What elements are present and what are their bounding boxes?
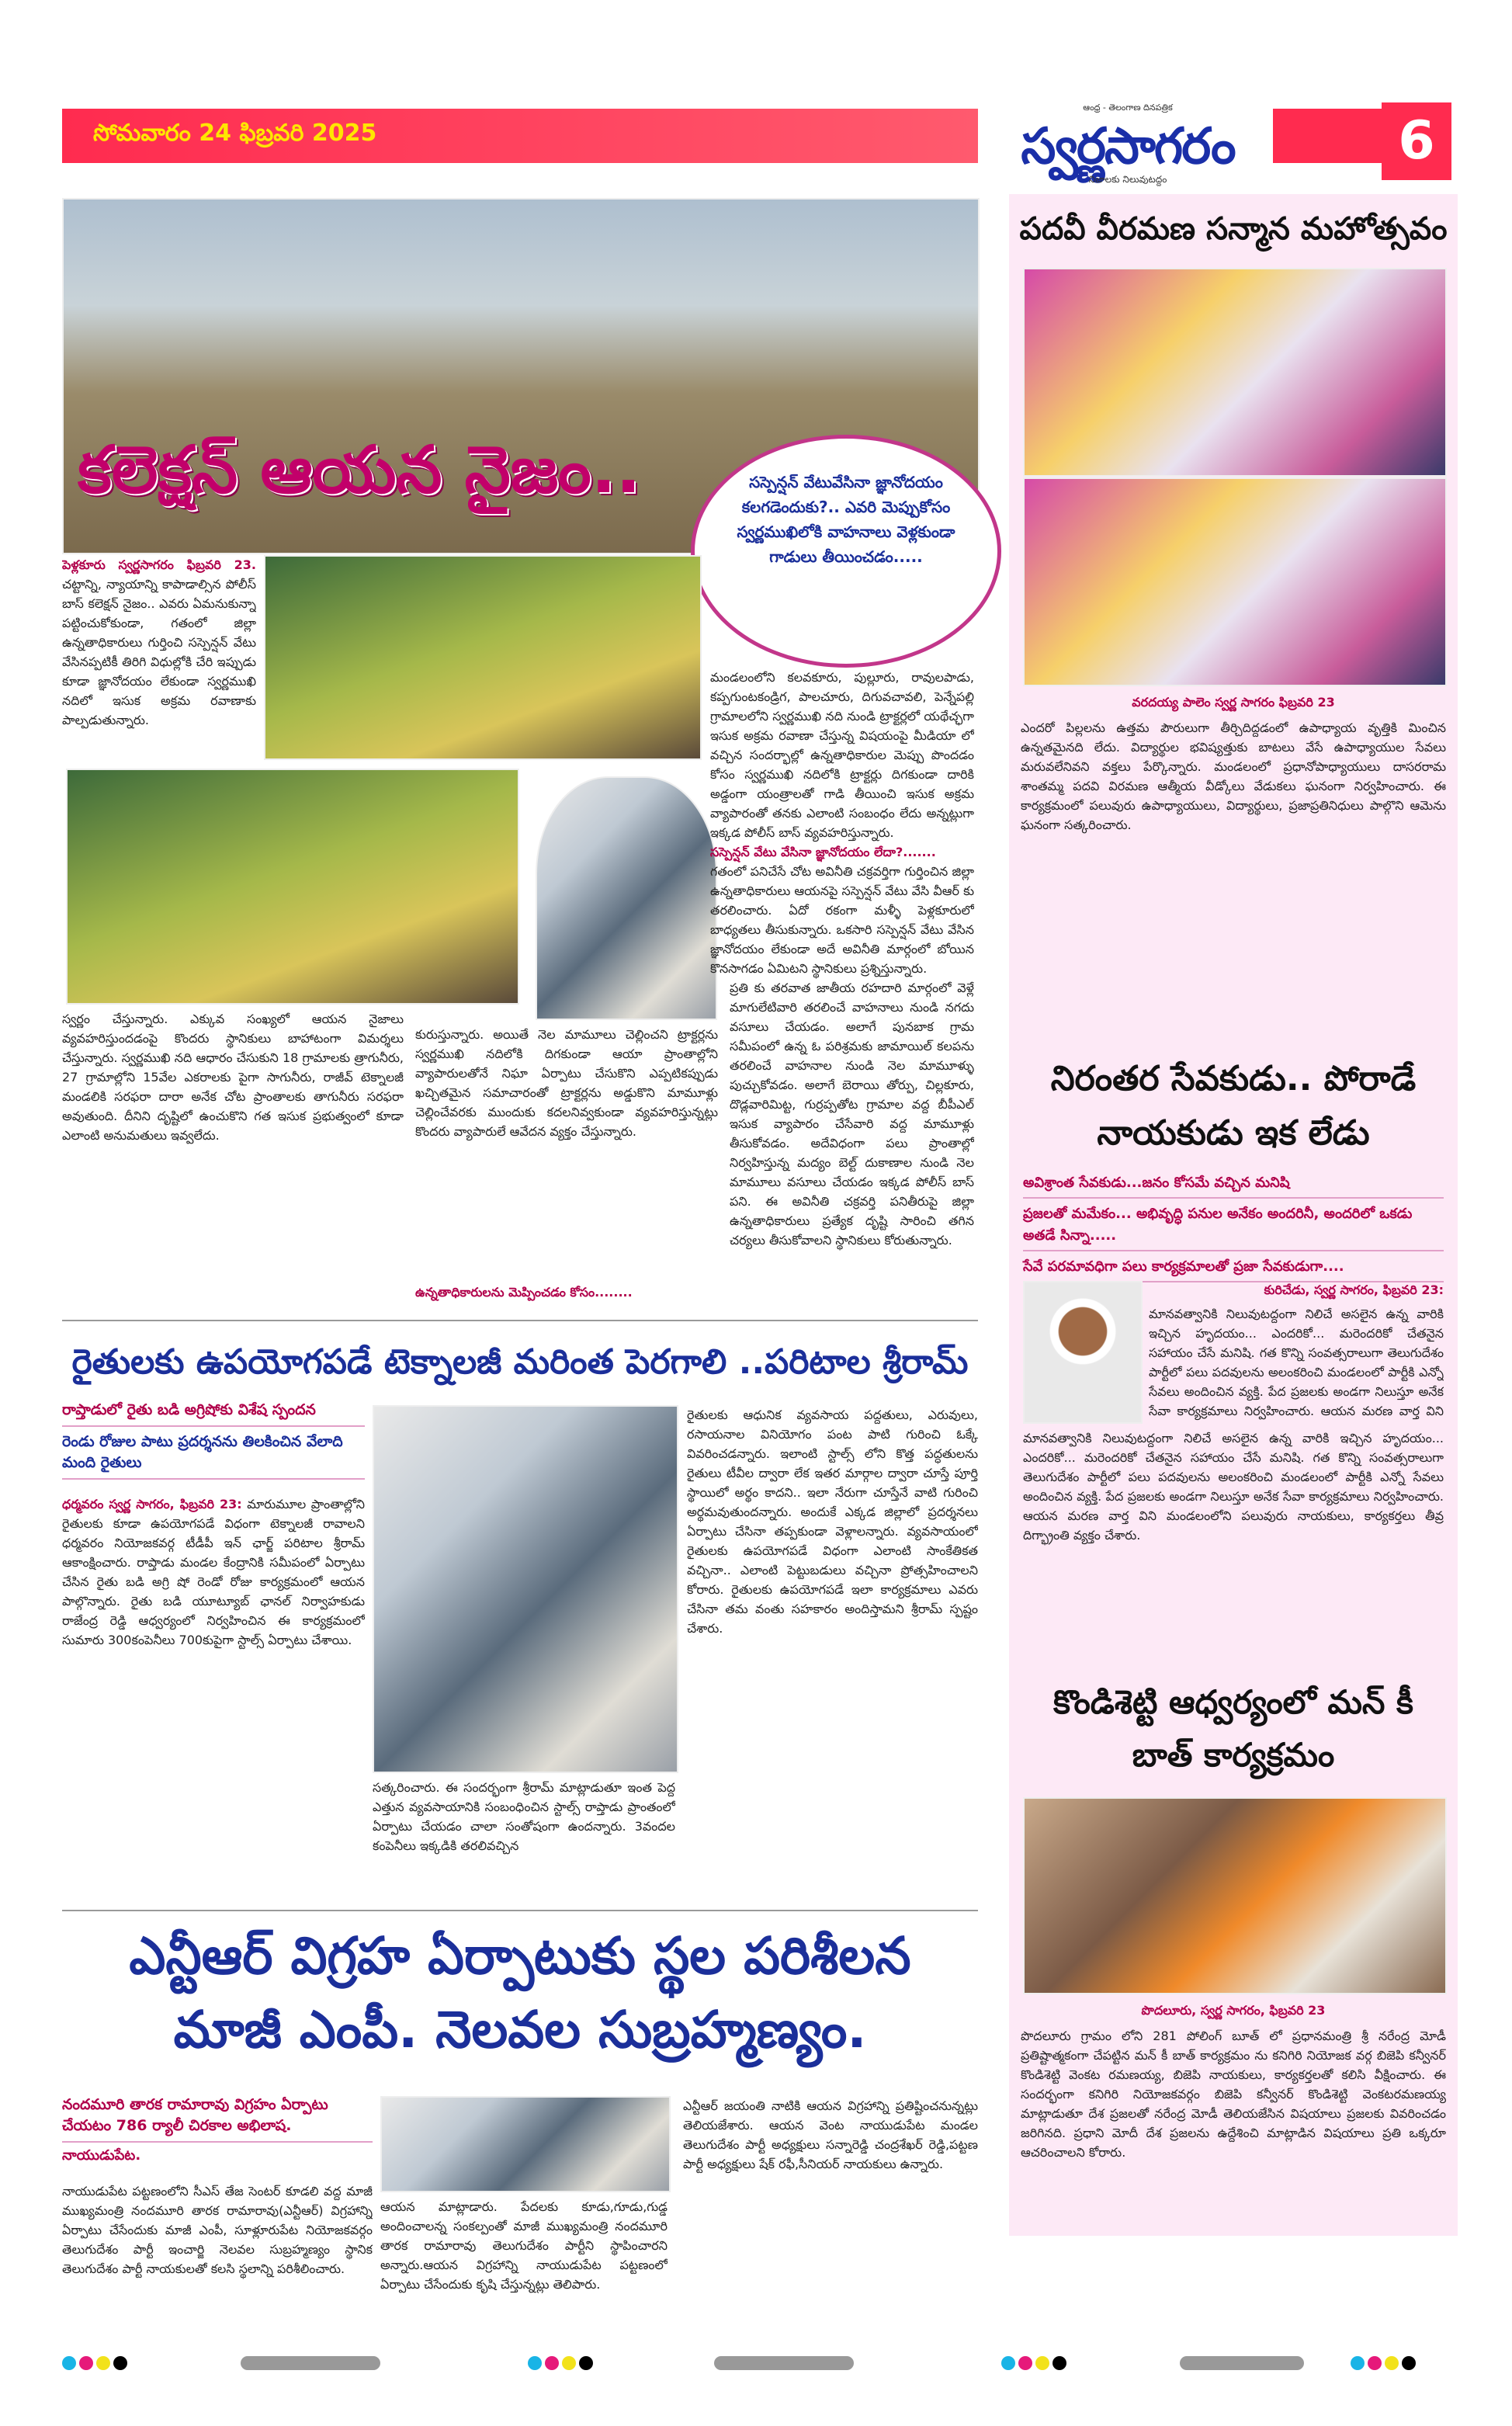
sidebar-story3-headline-1: కొండిశెట్టి ఆధ్వర్యంలో మన్ కీ: [1053, 1683, 1413, 1721]
header-red-bar: [1273, 109, 1382, 163]
lead-subhead: సస్పెన్షన్ వేటు వేసినా జ్ఞానోదయం లేదా?.......: [710, 845, 936, 859]
sidebar-story2-headline-1: నిరంతర సేవకుడు.. పోరాడే: [1050, 1059, 1417, 1098]
lead-photo-tractor-crowd: [66, 769, 519, 1005]
farm-col2-bottom: సత్కరించారు. ఈ సందర్భంగా శ్రీరామ్ మాట్లాడుతూ ఇంత పెద్ద ఎత్తున వ్యవసాయానికి సంబంధించిన స్టాల్స్ రాప్తాడు ప్రాంతంలో ఏర్పాటు చేయడం చాలా సంతోషంగా ఉందన్నారు. 3వందల కంపెనీలు ఇక్కడికి తరలివచ్చిన: [373, 1780, 675, 1853]
sidebar-story2-body-bottom: మానవత్వానికి నిలువుటద్దంగా నిలిచే అసలైన ఉన్న వారికి ఇచ్చిన హృదయం... ఎందరికో... మరెందరికో చేతనైన సహాయం చేసే మనిషి. గత కొన్ని సంవత్సరాలుగా తెలుగుదేశం పార్టీలో పలు పదవులను అలంకరించి మండలంలో పార్టీకి ఎన్నో సేవలు అందించిన వ్యక్తి. పేద ప్రజలకు అండగా నిలుస్తూ అనేక సేవా కార్యక్రమాలు నిర్వహించారు. ఆయన మరణ వార్త విని మండలంలోని పలువురు నాయకులు, కార్యకర్తలు తీవ్ర దిగ్భ్రాంతి వ్యక్తం చేశారు.: [1023, 1431, 1444, 1543]
lead-callout-bubble: సస్పెన్షన్ వేటువేసినా జ్ఞానోదయం కలగడెందుకు?.. ఎవరి మెప్పుకోసం స్వర్ణముఖిలోకి వాహనాలు వెళ్లకుండా గాడులు తీయించడం.....: [691, 435, 1001, 668]
sidebar-story2-portrait: [1023, 1281, 1143, 1424]
ntr-tag: నాయుడుపేట.: [62, 2147, 141, 2164]
lead-bottom-tag: ఉన్నతాధికారులను మెప్పించడం కోసం........: [415, 1285, 633, 1300]
date-bar: [62, 109, 978, 163]
ntr-decks: [62, 2096, 373, 2167]
sidebar-story2-body-top: మానవత్వానికి నిలువుటద్దంగా నిలిచే అసలైన ఉన్న వారికి ఇచ్చిన హృదయం... ఎందరికో... మరెందరికో చేతనైన సహాయం చేసే మనిషి. గత కొన్ని సంవత్సరాలుగా తెలుగుదేశం పార్టీలో పలు పదవులను అలంకరించి మండలంలో పార్టీకి ఎన్నో సేవలు అందించిన వ్యక్తి. పేద ప్రజలకు అండగా నిలుస్తూ అనేక సేవా కార్యక్రమాలు నిర్వహించారు. ఆయన మరణ వార్త విని: [1149, 1307, 1444, 1418]
ntr-col2: ఆయన మాట్లాడారు. పేదలకు కూడు,గూడు,గుడ్డ అందించాలన్న సంకల్పంతో మాజీ ముఖ్యమంత్రి నందమూరి తారక రామారావు తెలుగుదేశం పార్టీని స్థాపించారని అన్నారు.ఆయన విగ్రహాన్ని నాయుడుపేట పట్టణంలో ఏర్పాటు చేసేందుకు కృషి చేస్తున్నట్లు తెలిపారు.: [380, 2199, 668, 2292]
masthead-title: స్వర్ణసాగరం: [1021, 118, 1235, 175]
sidebar-story2-dateline: కురిచేడు, స్వర్ణ సాగరం, ఫిబ్రవరి 23:: [1264, 1282, 1444, 1297]
ntr-headline-line2: మాజీ ఎంపీ. నెలవల సుబ్రహ్మణ్యం.: [173, 2000, 867, 2060]
ntr-col1: నాయుడుపేట పట్టణంలోని సీఎస్ తేజ సెంటర్ కూడలి వద్ద మాజీ ముఖ్యమంత్రి నందమూరి తారక రామారావు(ఎన్టీఆర్) విగ్రహాన్ని ఏర్పాటు చేసేందుకు మాజీ ఎంపీ, సూళ్లూరుపేట నియోజకవర్గం తెలుగుదేశం పార్టీ ఇంచార్జి నెలవల సుబ్రహ్మణ్యం స్థానిక తెలుగుదేశం పార్టీ నాయకులతో కలసి స్థలాన్ని పరిశీలించారు.: [62, 2184, 373, 2276]
farm-col1-text: మారుమూల ప్రాంతాల్లోని రైతులకు కూడా ఉపయోగపడే విధంగా టెక్నాలజీ రావాలని ధర్మవరం నియోజకవర్గ టీడీపీ ఇన్ ఛార్జ్ పరిటాల శ్రీరామ్ ఆకాంక్షించారు. రాప్తాడు మండల కేంద్రానికి సమీపంలో ఏర్పాటు చేసిన రైతు బడి అగ్రి షో రెండో రోజు కార్యక్రమంలో ఆయన పాల్గొన్నారు. రైతు బడి యూట్యూబ్ ఛానల్ నిర్వాహకుడు రాజేంద్ర రెడ్డి ఆధ్వర్యంలో నిర్వహించిన ఈ కార్యక్రమంలో సుమారు 300కంపెనీలు 700కుపైగా స్టాల్స్ ఏర్పాటు చేశాయి.: [62, 1497, 365, 1647]
print-color-marks-3: [1001, 2356, 1102, 2370]
lead-bottom-col1: స్వర్ణం చేస్తున్నారు. ఎక్కువ సంఖ్యలో ఆయన నైజాలు వ్యవహరిస్తుందడంపై కొందరు స్థానికులు బాహాటంగా విమర్శలు చేస్తున్నారు. స్వర్ణముఖి నది ఆధారం చేసుకుని 18 గ్రామాలకు త్రాగునీరు, 27 గ్రామాల్లోని 15వేల ఎకరాలకు పైగా సాగునీరు, రాజీవ్ టెక్నాలజీ మండలికి సరఫరా దారా అనేక చోట ప్రాంతాలకు తాగునీరు సరఫరా అవుతుంది. దీనిని దృష్టిలో ఉంచుకొని గత ఇసుక ప్రభుత్వంలో కూడా ఎలాంటి అనుమతులు ఇవ్వలేదు.: [62, 1012, 404, 1143]
ntr-photo-site-visit: [380, 2096, 671, 2192]
lead-headline: కలెక్షన్ ఆయన నైజం..: [78, 432, 641, 508]
lead-col3: ప్రతి కు తరవాత జాతీయ రహదారి మార్గంలో వెళ్లే మాగులేటివారి తరలించే వాహనాలు నుండి నగదు వసూలు చేయడం. అలాగే పునబాక గ్రామ సమీపంలో ఉన్న ఓ పరిశ్రమకు జామాయిల్ కలపను తరలించే వాహనాల నుండి నెల మామూళ్ళు పుచ్చుకోవడం. అలాగే బెరాయి తోర్పు, చిల్లకూరు, దొడ్లవారిమిట్ట, గుర్రప్పతోట గ్రామాల వద్ద బీపీఎల్ ఇసుక వ్యాపారం చేసేవారి వద్ద మామూళ్లు తీసుకోవడం. అదేవిధంగా పలు ప్రాంతాల్లో నిర్వహిస్తున్న మద్యం బెల్ట్ దుకాణాల నుండి నెల మామూలు వసూలు చేయడం ఇక్కడ పోలీస్ బాస్ పని. ఈ అవినీతి చక్రవర్తి పనితీరుపై జిల్లా ఉన్నతాధికారులు ప్రత్యేక దృష్టి సారించి తగిన చర్యలు తీసుకోవాలని స్థానికులు కోరుతున్నారు.: [730, 980, 974, 1248]
sidebar-story1-body: ఎందరో పిల్లలను ఉత్తమ పౌరులుగా తీర్చిదిద్దడంలో ఉపాధ్యాయ వృత్తికి మించిన ఉన్నతమైనది లేదు. విద్యార్థుల భవిష్యత్తుకు బాటలు వేసే ఉపాధ్యాయుల సేవలు మరువలేనివని వక్తలు పేర్కొన్నారు. మండలంలో ప్రధానోపాధ్యాయులు దాసరరామ శాంతమ్మ పదవి విరమణ ఆత్మీయ వీడ్కోలు వేడుకలు ఘనంగా నిర్వహించారు. ఈ కార్యక్రమంలో పలువురు ఉపాధ్యాయులు, విద్యార్థులు, ప్రజాప్రతినిధులు పాల్గొని ఆమెను ఘనంగా సత్కరించారు.: [1021, 720, 1446, 832]
sidebar-story1-dateline: వరదయ్య పాలెం స్వర్ణ సాగరం ఫిబ్రవరి 23: [1132, 695, 1335, 710]
ntr-deck: నందమూరి తారక రామారావు విగ్రహం ఏర్పాటు చేయటం 786 ర్యాలీ చిరకాల అభిలాష.: [62, 2096, 373, 2143]
lead-col2-top-text: మండలంలోని కలవకూరు, పుల్లూరు, రావులపాడు, కప్పగుంటకండ్రిగ, పాలచూరు, దిగువచావలి, పెన్నేపల్లి గ్రామాలలోని స్వర్ణముఖి నది నుండి ట్రాక్టర్లలో యథేచ్ఛగా ఇసుక అక్రమ రవాణా చేస్తున్న విషయంపై మీడియా లో వచ్చిన సందర్భాల్లో ఉన్నతాధికారుల మెప్పు పొందడం కోసం స్వర్ణముఖి నదిలోకి ట్రాక్టర్లు దిగకుండా దారికి అడ్డంగా యంత్రాలతో గాడి తీయించి ఇసుక అక్రమ వ్యాపారంతో తనకు ఎలాంటి సంబంధం లేదు అన్నట్లుగా ఇక్కడ పోలీస్ బాస్ వ్యవహరిస్తున్నారు.: [710, 670, 974, 840]
farm-col1: [62, 1494, 365, 1898]
sidebar-story3-dateline: పొదలూరు, స్వర్ణ సాగరం, ఫిబ్రవరి 23: [1141, 2003, 1326, 2018]
farm-col3: రైతులకు ఆధునిక వ్యవసాయ పద్దతులు, ఎరువులు, రసాయనాల వినియోగం పంట పాటి గురించి ఓక్కే వివరించడన్నారు. ఇలాంటి స్టాల్స్ లోని కొత్త పద్ధతులను రైతులు టీవీల ద్వారా లేక ఇతర మార్గాల ద్వారా చూస్తే పూర్తి స్థాయిలో అర్థం కాదని.. ఇలా నేరుగా చూస్తేనే వాటి గురించి అర్థమవుతుందన్నారు. అందుకే ఎక్కడ జిల్లాలో ప్రదర్శనలు ఏర్పాటు చేసినా తప్పకుండా వెళ్లాలన్నారు. వ్యవసాయంలో రైతులకు ఉపయోగపడే విధంగా ఎలాంటి సాంకేతికత వచ్చినా.. ఎలాంటి పెట్టుబడులు వచ్చినా ప్రోత్సహించాలని కోరారు. రైతులకు ఉపయోగపడే ఇలా కార్యక్రమాలు ఎవరు చేసినా తమ వంతు సహకారం అందిస్తామని శ్రీరామ్ స్పష్టం చేశారు.: [687, 1407, 978, 1636]
sidebar-story2-decks: [1023, 1172, 1444, 1282]
divider-rule-2: [62, 1910, 978, 1911]
farm-deck-1: రాప్తాడులో రైతు బడి అగ్రిషోకు విశేష స్పందన: [62, 1401, 365, 1427]
sidebar-story2-deck-3: సేవే పరమావధిగా పలు కార్యక్రమాలతో ప్రజా సేవకుడుగా....: [1023, 1256, 1444, 1282]
masthead-tagline-top: ఆంధ్ర - తెలంగాణ దినపత్రిక: [1083, 102, 1173, 113]
lead-dateline: పెళ్లకూరు స్వర్ణసాగరం ఫిబ్రవరి 23.: [62, 557, 256, 572]
lead-photo-bottle: [536, 776, 717, 1020]
sidebar-story1-photo-2: [1023, 477, 1447, 686]
lead-intro-column: [62, 555, 256, 765]
sidebar-story2-deck-1: అవిశ్రాంత సేవకుడు...జనం కోసమే వచ్చిన మనిషి: [1023, 1172, 1444, 1199]
farm-deck-2: రెండు రోజుల పాటు ప్రదర్శనను తిలకించిన వేలాది మంది రైతులు: [62, 1433, 365, 1480]
sidebar-story3-body: పొదలూరు గ్రామం లోని 281 పోలింగ్ బూత్ లో ప్రధానమంత్రి శ్రీ నరేంద్ర మోడీ ప్రతిష్టాత్మకంగా చేపట్టిన మన్ కీ బాత్ కార్యక్రమం ను కనిగిరి నియోజక వర్గ బిజెపి కన్వీనర్ కొండిశెట్టి వెంకట రమణయ్య, బిజెపి నాయకులు, కార్యకర్తలతో కలిసి వీక్షించారు. ఈ సందర్భంగా కనిగిరి నియోజకవర్గం బిజెపి కన్వీనర్ కొండిశెట్టి వెంకటరమణయ్య మాట్లాడుతూ దేశ ప్రజలతో నరేంద్ర మోడీ తెలియజేసిన విషయాలు ప్రజలకు వివరించడం జరిగినది. ప్రధాని మోదీ దేశ ప్రజలను ఉద్దేశించి మాట్లాడిన విషయాలు ప్రతి ఒక్కరూ ఆచరించాలని కోరారు.: [1021, 2029, 1446, 2160]
divider-rule: [62, 1320, 978, 1321]
masthead: [984, 102, 1271, 188]
masthead-tagline-bottom: నిజాలకు నిలువుటద్దం: [1088, 174, 1167, 185]
farm-decks: [62, 1401, 365, 1480]
lead-bottom-col2: కురుస్తున్నారు. అయితే నెల మామూలు చెల్లించని ట్రాక్టర్లను స్వర్ణముఖి నదిలోకి దిగకుండా ఆయా ప్రాంతాల్లోని వ్యాపారులతోనే నిఘా ఏర్పాటు చేసుకొని ఎప్పటికప్పుడు ఖచ్చితమైన సమాచారంతో ట్రాక్టర్లను అడ్డుకొని మామూళ్లు చెల్లించేవరకు ముందుకు కదలనివ్వకుండా వ్యవహరిస్తున్నట్లు కొందరు వ్యాపారులే ఆవేదన వ్యక్తం చేస్తున్నారు.: [415, 1027, 718, 1139]
print-color-marks-1: [62, 2356, 163, 2370]
print-grey-bar-3: [1180, 2356, 1304, 2370]
farm-photo-agri-show: [373, 1405, 678, 1773]
print-color-marks-2: [528, 2356, 629, 2370]
print-grey-bar-1: [241, 2356, 380, 2370]
sidebar-story1-headline: పదవీ వీరమణ సన్మాన మహోత్సవం: [1019, 211, 1448, 247]
print-grey-bar-2: [714, 2356, 854, 2370]
lead-intro-text: చట్టాన్ని, న్యాయాన్ని కాపాడాల్సిన పోలీస్ బాస్ కలెక్షన్ నైజం.. ఎవరు ఏమనుకున్నా పట్టించుకోకుండా, గతంలో జిల్లా ఉన్నతాధికారులు గుర్తించి సస్పెన్షన్ వేటు వేసినప్పటికీ తిరిగి విధుల్లోకి చేరి ఇప్పుడు కూడా జ్ఞానోదయం లేకుండా స్వర్ణముఖి నదిలో ఇసుక అక్రమ రవాణాకు పాల్పడుతున్నారు.: [62, 577, 256, 727]
lead-col2-mid-text: గతంలో పనిచేసే చోట అవినీతి చక్రవర్తిగా గుర్తించిన జిల్లా ఉన్నతాధికారులు ఆయనపై సస్పెన్షన్ వేటు వేసి వీఆర్ కు తరలించారు. ఏదో రకంగా మళ్ళీ పెళ్లకూరులో బాధ్యతలు తీసుకున్నారు. ఒకసారి సస్పెన్షన్ వేటు వేసిన జ్ఞానోదయం లేకుండా అదే అవినీతి మార్గంలో బోయిన కొనసాగడం ఏమిటని స్థానికులు ప్రశ్నిస్తున్నారు.: [710, 864, 974, 976]
sidebar-story1-photo-1: [1023, 268, 1447, 477]
farm-dateline: ధర్మవరం స్వర్ణ సాగరం, ఫిబ్రవరి 23:: [62, 1497, 242, 1511]
farm-headline: రైతులకు ఉపయోగపడే టెక్నాలజీ మరింత పెరగాలి ..పరిటాల శ్రీరామ్: [71, 1342, 969, 1382]
ntr-col3: ఎన్టీఆర్ జయంతి నాటికి ఆయన విగ్రహాన్ని ప్రతిష్టించనున్నట్లు తెలియజేశారు. ఆయన వెంట నాయుడుపేట మండల తెలుగుదేశం పార్టీ అధ్యక్షులు సన్నారెడ్డి చంద్రశేఖర్ రెడ్డి,పట్టణ పార్టీ అధ్యక్షులు షేక్ రఫీ,సీనియర్ నాయకులు ఉన్నారు.: [683, 2098, 978, 2171]
sidebar-story3-photo: [1023, 1797, 1447, 1994]
sidebar-story2-deck-2: ప్రజలతో మమేకం... అభివృద్ధి పనుల అనేకం అందరినీ, అందరిలో ఒకడు అతడే సిన్నా.....: [1023, 1203, 1444, 1251]
sidebar-story2-headline-2: నాయకుడు ఇక లేడు: [1097, 1113, 1370, 1153]
lead-photo-tractors: [264, 555, 702, 760]
issue-date: సోమవారం 24 ఫిబ్రవరి 2025: [93, 120, 377, 147]
sidebar-story3-headline-2: బాత్ కార్యక్రమం: [1132, 1736, 1335, 1774]
page-number: 6: [1382, 102, 1451, 180]
print-color-marks-4: [1351, 2356, 1451, 2370]
ntr-headline-line1: ఎన్టీఆర్ విగ్రహ ఏర్పాటుకు స్థల పరిశీలన: [129, 1926, 911, 1986]
